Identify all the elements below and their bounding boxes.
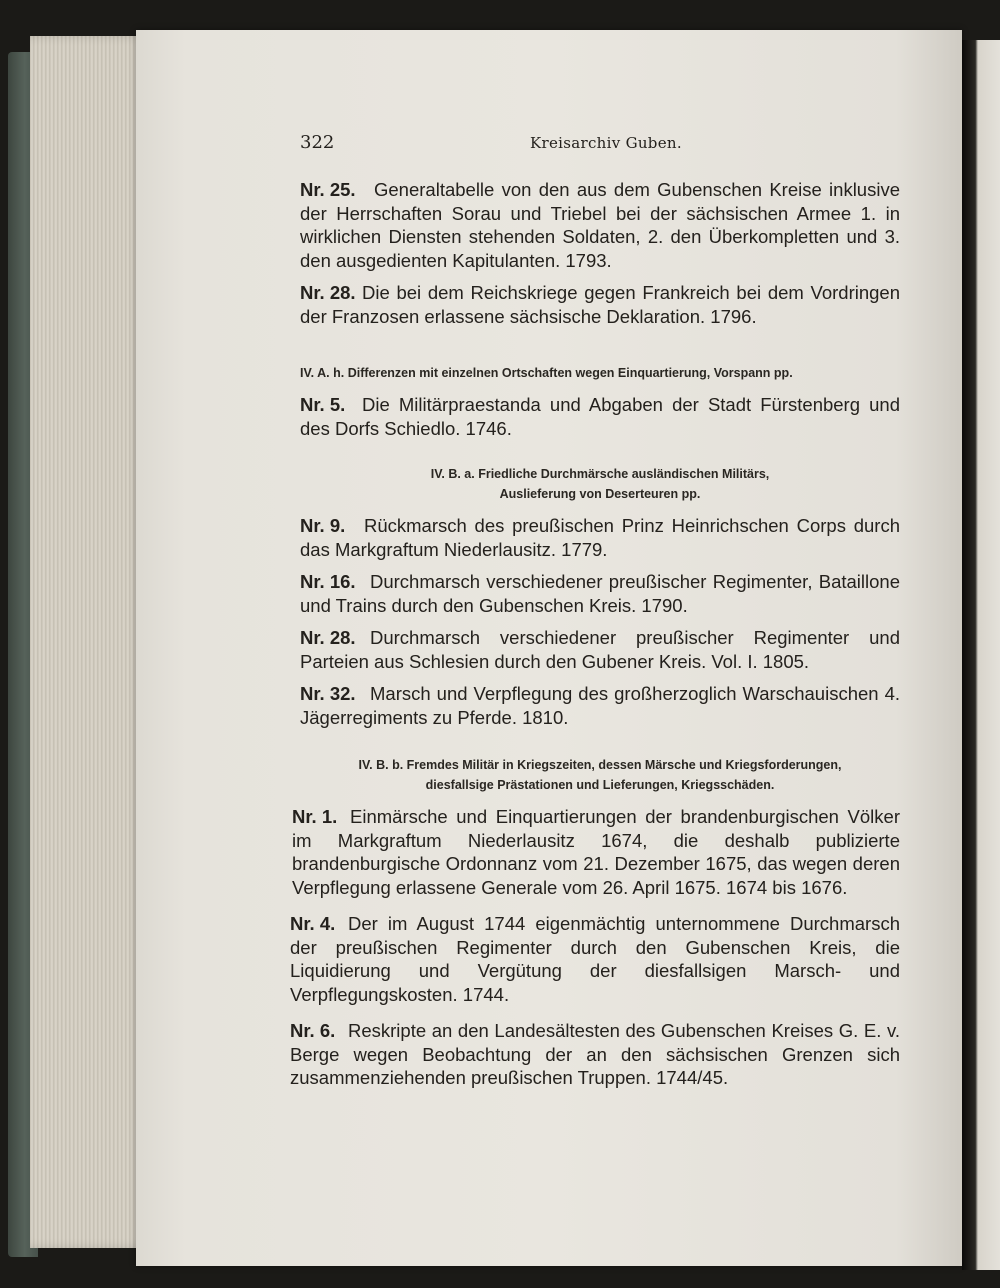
- entry-text: Die Militärpraestanda und Abgaben der Stadt Fürstenberg und des Dorfs Schiedlo. 1746.: [300, 394, 900, 439]
- entry-nr-4: [290, 912, 900, 1006]
- entry-number: Nr. 1.: [292, 806, 338, 827]
- section-heading-iv-b-a: [300, 464, 900, 504]
- entry-text: Rückmarsch des preußischen Prinz Heinrichschen Corps durch das Markgraftum Niederlausitz. 1779.: [300, 515, 900, 560]
- entry-nr-32: [300, 682, 900, 729]
- section-heading-line: Auslieferung von Deserteuren pp.: [499, 487, 701, 501]
- entry-text: Generaltabelle von den aus dem Gubenschen Kreise inklusive der Herrschaften Sorau und Triebel bei der sächsischen Armee 1. in wirklichen Diensten stehenden Soldaten, 2. den Überkompletten und 3. den ausgedienten Kapitulanten. 1793.: [300, 179, 900, 271]
- entry-text: Der im August 1744 eigenmächtig unternommene Durchmarsch der preußischen Regimenter durch den Gubenschen Kreis, die Liquidierung und Vergütung der diesfallsigen Marsch- und Verpflegungskosten. 1744.: [290, 913, 900, 1005]
- entry-text: Durchmarsch verschiedener preußischer Regimenter und Parteien aus Schlesien durch den Gubener Kreis. Vol. I. 1805.: [300, 627, 900, 672]
- entry-number: Nr. 4.: [290, 913, 336, 934]
- entry-nr-5: [300, 393, 900, 440]
- entry-number: Nr. 5.: [300, 394, 346, 415]
- entry-text: Durchmarsch verschiedener preußischer Regimenter, Bataillone und Trains durch den Gubenschen Kreis. 1790.: [300, 571, 900, 616]
- entry-nr-16: [300, 570, 900, 617]
- entry-number: Nr. 6.: [290, 1020, 336, 1041]
- facing-page-edge: [962, 40, 1000, 1270]
- entry-text: Reskripte an den Landesältesten des Gubenschen Kreises G. E. v. Berge wegen Beobachtung der an den sächsischen Grenzen sich zusammenziehenden preußischen Truppen. 1744/45.: [290, 1020, 900, 1088]
- page-content: [290, 132, 900, 1090]
- page-edges: [30, 36, 150, 1248]
- section-heading-line: IV. B. a. Friedliche Durchmärsche ausländischen Militärs,: [430, 467, 770, 481]
- section-heading-iv-b-b: [292, 755, 908, 795]
- entry-number: Nr. 32.: [300, 683, 356, 704]
- section-heading-line: IV. B. b. Fremdes Militär in Kriegszeiten, dessen Märsche und Kriegsforderungen,: [358, 758, 842, 772]
- entry-nr-1: [292, 805, 900, 899]
- entry-nr-25: [300, 178, 900, 272]
- entry-nr-9: [300, 514, 900, 561]
- entry-number: Nr. 28.: [300, 282, 356, 303]
- entry-text: Die bei dem Reichskriege gegen Frankreich bei dem Vordringen der Franzosen erlassene sächsische Deklaration. 1796.: [300, 282, 900, 327]
- entry-text: Marsch und Verpflegung des großherzoglich Warschauischen 4. Jägerregiments zu Pferde. 1810.: [300, 683, 900, 728]
- entry-number: Nr. 28.: [300, 627, 356, 648]
- section-heading-line: diesfallsige Prästationen und Lieferungen, Kriegsschäden.: [425, 778, 775, 792]
- running-title: Kreisarchiv Guben.: [530, 134, 682, 152]
- entry-nr-28: [300, 281, 900, 328]
- section-heading-iv-a-h: IV. A. h. Differenzen mit einzelnen Ortschaften wegen Einquartierung, Vorspann pp.: [300, 366, 793, 380]
- entry-number: Nr. 9.: [300, 515, 346, 536]
- running-head: [300, 132, 900, 160]
- entry-number: Nr. 25.: [300, 179, 356, 200]
- page-number: 322: [300, 132, 335, 153]
- entry-nr-6: [290, 1019, 900, 1090]
- entry-nr-28-b: [300, 626, 900, 673]
- entry-number: Nr. 16.: [300, 571, 356, 592]
- entry-text: Einmärsche und Einquartierungen der brandenburgischen Völker im Markgraftum Niederlausitz 1674, die deshalb publizierte brandenburgische Ordonnanz vom 21. Dezember 1675, das wegen deren Verpflegung erlassene Generale vom 26. April 1675. 1674 bis 1676.: [292, 806, 900, 898]
